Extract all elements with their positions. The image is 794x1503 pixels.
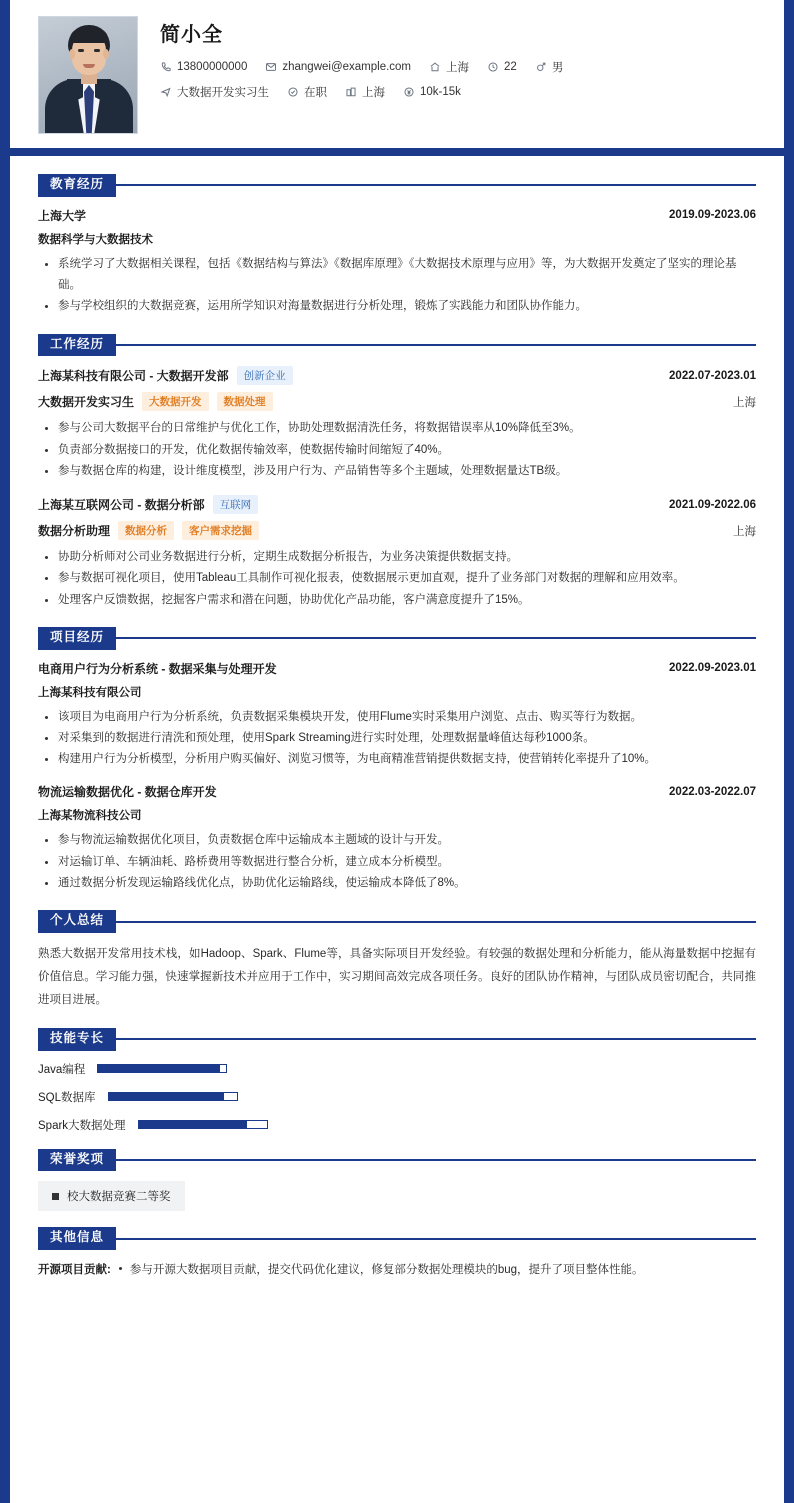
education-date: 2019.09-2023.06 bbox=[669, 209, 756, 222]
work-bullets bbox=[38, 547, 756, 611]
skill-tag: 数据分析 bbox=[118, 521, 174, 540]
contact-row bbox=[160, 59, 756, 75]
job-salary-text: 10k-15k bbox=[420, 86, 461, 98]
contact-age bbox=[487, 61, 517, 73]
honor-text: 校大数据竞赛二等奖 bbox=[67, 1191, 171, 1204]
other-text: 参与开源大数据项目贡献，提交代码优化建议，修复部分数据处理模块的bug，提升了项目整体性能。 bbox=[129, 1264, 644, 1277]
job-city-text: 上海 bbox=[362, 87, 385, 99]
list-item: 处理客户反馈数据，挖掘客户需求和潜在问题，协助优化产品功能，客户满意度提升了15%。 bbox=[56, 590, 756, 611]
contact-phone bbox=[160, 61, 247, 73]
skill-bar bbox=[97, 1064, 227, 1073]
contact-gender-text: 男 bbox=[551, 62, 564, 74]
project-company: 上海某科技有限公司 bbox=[38, 686, 142, 699]
skill-item bbox=[38, 1117, 756, 1133]
section-rule bbox=[116, 1038, 756, 1040]
list-item: 参与数据可视化项目，使用Tableau工具制作可视化报表，使数据展示更加直观，提升了业务部门对数据的理解和应用效率。 bbox=[56, 568, 756, 589]
skill-bar bbox=[108, 1092, 238, 1101]
bullet-icon bbox=[119, 1267, 122, 1270]
list-item: 参与公司大数据平台的日常维护与优化工作，协助处理数据清洗任务，将数据错误率从10%降低至3%。 bbox=[56, 418, 756, 439]
list-item: 构建用户行为分析模型，分析用户购买偏好、浏览习惯等，为电商精准营销提供数据支持，使营销转化率提升了10%。 bbox=[56, 749, 756, 770]
mail-icon bbox=[265, 61, 277, 73]
skills-list bbox=[38, 1061, 756, 1133]
skill-item bbox=[38, 1061, 756, 1077]
city-icon bbox=[345, 86, 357, 98]
resume-body bbox=[10, 156, 784, 1324]
contact-city bbox=[429, 59, 469, 75]
project-entry bbox=[38, 783, 756, 894]
job-title: 数据分析助理 bbox=[38, 524, 111, 539]
section-rule bbox=[116, 1159, 756, 1161]
project-name: 物流运输数据优化 - 数据仓库开发 bbox=[38, 785, 217, 800]
skill-item bbox=[38, 1089, 756, 1105]
status-icon bbox=[287, 86, 299, 98]
salary-icon bbox=[403, 86, 415, 98]
work-date: 2022.07-2023.01 bbox=[669, 369, 756, 382]
list-item: 负责部分数据接口的开发，优化数据传输效率，使数据传输时间缩短了40%。 bbox=[56, 440, 756, 461]
entry-headline bbox=[38, 207, 756, 224]
list-item: 该项目为电商用户行为分析系统，负责数据采集模块开发，使用Flume实时采集用户浏览、点击、购买等行为数据。 bbox=[56, 707, 756, 728]
work-entry bbox=[38, 366, 756, 482]
target-icon bbox=[160, 86, 172, 98]
section-education bbox=[38, 174, 756, 318]
project-bullets bbox=[38, 830, 756, 894]
home-icon bbox=[429, 61, 441, 73]
job-salary bbox=[403, 86, 461, 98]
contact-gender bbox=[535, 59, 564, 75]
work-bullets bbox=[38, 418, 756, 482]
section-header bbox=[38, 627, 756, 650]
skill-label: SQL数据库 bbox=[38, 1091, 96, 1104]
entry-headline bbox=[38, 495, 756, 514]
section-other bbox=[38, 1227, 756, 1282]
project-date: 2022.03-2022.07 bbox=[669, 785, 756, 798]
section-skills bbox=[38, 1028, 756, 1133]
education-major: 数据科学与大数据技术 bbox=[38, 233, 153, 246]
section-summary bbox=[38, 910, 756, 1012]
job-target bbox=[160, 84, 269, 100]
section-title-other: 其他信息 bbox=[38, 1227, 116, 1250]
company-tag: 创新企业 bbox=[237, 366, 293, 385]
section-header bbox=[38, 1149, 756, 1172]
list-item: 对运输订单、车辆油耗、路桥费用等数据进行整合分析，建立成本分析模型。 bbox=[56, 852, 756, 873]
section-header bbox=[38, 1028, 756, 1051]
avatar bbox=[38, 16, 138, 134]
education-bullets bbox=[38, 254, 756, 318]
list-item: 参与数据仓库的构建，设计维度模型，涉及用户行为、产品销售等多个主题域，处理数据量达TB级。 bbox=[56, 461, 756, 482]
section-header bbox=[38, 1227, 756, 1250]
work-location: 上海 bbox=[733, 396, 756, 409]
skill-label: Spark大数据处理 bbox=[38, 1119, 126, 1132]
project-company: 上海某物流科技公司 bbox=[38, 810, 142, 823]
company-name: 上海某互联网公司 - 数据分析部 bbox=[38, 498, 205, 513]
list-item: 参与学校组织的大数据竞赛，运用所学知识对海量数据进行分析处理，锻炼了实践能力和团队协作能力。 bbox=[56, 296, 756, 317]
school-name: 上海大学 bbox=[38, 208, 87, 223]
gender-icon bbox=[535, 61, 547, 73]
section-rule bbox=[116, 1238, 756, 1240]
list-item: 参与物流运输数据优化项目，负责数据仓库中运输成本主题域的设计与开发。 bbox=[56, 830, 756, 851]
job-row bbox=[160, 84, 756, 100]
candidate-name: 简小全 bbox=[160, 24, 223, 46]
section-work bbox=[38, 334, 756, 611]
company-name: 上海某科技有限公司 - 大数据开发部 bbox=[38, 369, 229, 384]
contact-age-text: 22 bbox=[504, 61, 517, 73]
section-rule bbox=[116, 921, 756, 923]
project-bullets bbox=[38, 707, 756, 771]
section-honors bbox=[38, 1149, 756, 1212]
project-entry bbox=[38, 660, 756, 771]
section-rule bbox=[116, 344, 756, 346]
entry-subline bbox=[38, 392, 756, 411]
other-info-line bbox=[38, 1260, 756, 1282]
job-city bbox=[345, 84, 385, 100]
section-title-summary: 个人总结 bbox=[38, 910, 116, 933]
skill-tag: 客户需求挖掘 bbox=[182, 521, 259, 540]
contact-email bbox=[265, 61, 411, 73]
project-name: 电商用户行为分析系统 - 数据采集与处理开发 bbox=[38, 661, 277, 676]
section-header bbox=[38, 910, 756, 933]
section-title-projects: 项目经历 bbox=[38, 627, 116, 650]
section-title-work: 工作经历 bbox=[38, 334, 116, 357]
work-entry bbox=[38, 495, 756, 611]
section-projects bbox=[38, 627, 756, 894]
list-item: 协助分析师对公司业务数据进行分析，定期生成数据分析报告，为业务决策提供数据支持。 bbox=[56, 547, 756, 568]
entry-subline bbox=[38, 521, 756, 540]
section-header bbox=[38, 334, 756, 357]
phone-icon bbox=[160, 61, 172, 73]
work-location: 上海 bbox=[733, 525, 756, 538]
job-status-text: 在职 bbox=[304, 87, 327, 99]
section-title-education: 教育经历 bbox=[38, 174, 116, 197]
contact-city-text: 上海 bbox=[446, 62, 470, 74]
square-bullet-icon bbox=[52, 1193, 59, 1200]
entry-headline bbox=[38, 660, 756, 677]
section-title-honors: 荣誉奖项 bbox=[38, 1149, 116, 1172]
list-item: 系统学习了大数据相关课程，包括《数据结构与算法》《数据库原理》《大数据技术原理与应用》等，为大数据开发奠定了坚实的理论基础。 bbox=[56, 254, 756, 297]
resume-header bbox=[10, 0, 784, 156]
contact-phone-text: 13800000000 bbox=[177, 61, 248, 73]
clock-icon bbox=[487, 61, 499, 73]
honor-item bbox=[38, 1181, 185, 1211]
company-tag: 互联网 bbox=[213, 495, 259, 514]
section-rule bbox=[116, 184, 756, 186]
section-header bbox=[38, 174, 756, 197]
list-item: 通过数据分析发现运输路线优化点，协助优化运输路线，使运输成本降低了8%。 bbox=[56, 873, 756, 894]
entry-headline bbox=[38, 366, 756, 385]
job-target-text: 大数据开发实习生 bbox=[177, 87, 269, 99]
job-status bbox=[287, 84, 327, 100]
skill-tag: 大数据开发 bbox=[142, 392, 209, 411]
project-date: 2022.09-2023.01 bbox=[669, 662, 756, 675]
job-title: 大数据开发实习生 bbox=[38, 395, 135, 410]
contact-email-text: zhangwei@example.com bbox=[282, 61, 412, 73]
skill-bar bbox=[138, 1120, 268, 1129]
work-date: 2021.09-2022.06 bbox=[669, 498, 756, 511]
entry-headline bbox=[38, 783, 756, 800]
other-label: 开源项目贡献: bbox=[38, 1264, 111, 1277]
section-title-skills: 技能专长 bbox=[38, 1028, 116, 1051]
section-rule bbox=[116, 637, 756, 639]
summary-text: 熟悉大数据开发常用技术栈，如Hadoop、Spark、Flume等，具备实际项目开发经验。有较强的数据处理和分析能力，能从海量数据中挖掘有价值信息。学习能力强，快速掌握新技术并应用于工作中，实习期间高效完成各项任务。良好的团队协作精神，与团队成员密切配合，共同推进项目进展。 bbox=[38, 947, 756, 1006]
list-item: 对采集到的数据进行清洗和预处理，使用Spark Streaming进行实时处理，处理数据量峰值达每秒1000条。 bbox=[56, 728, 756, 749]
skill-label: Java编程 bbox=[38, 1063, 86, 1076]
education-entry bbox=[38, 207, 756, 318]
skill-tag: 数据处理 bbox=[217, 392, 273, 411]
